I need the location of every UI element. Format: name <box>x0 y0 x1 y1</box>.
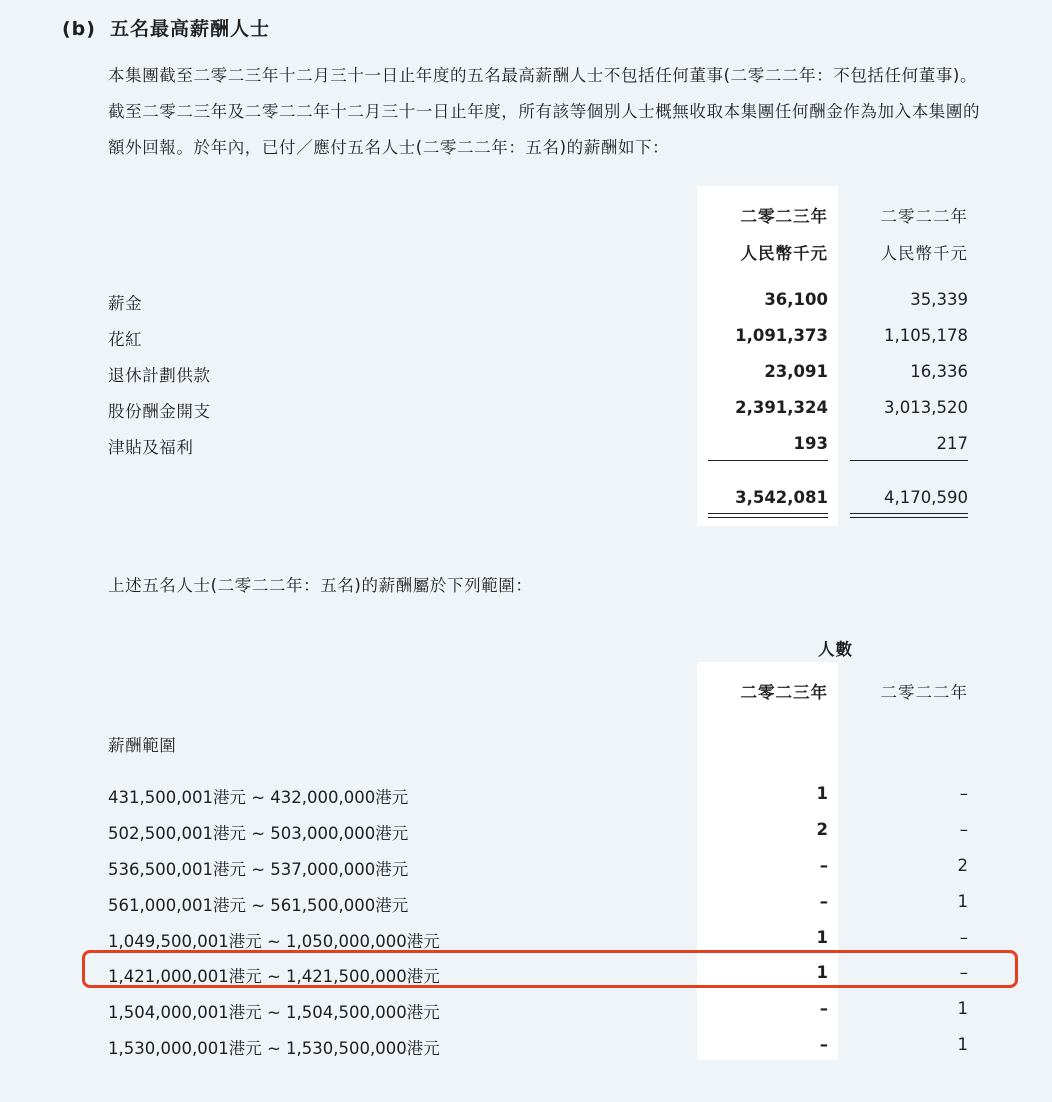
intro-paragraph: 本集團截至二零二三年十二月三十一日止年度的五名最高薪酬人士不包括任何董事(二零二二年：不包括任何董事)。截至二零二三年及二零二二年十二月三十一日止年度，所有該等個別人士概無收取本集團任何酬金作為加入本集團的額外回報。於年內，已付／應付五名人士(二零二二年：五名)的薪酬如下： <box>108 66 981 157</box>
t1-header-2022-unit: 人民幣千元 <box>880 244 968 263</box>
t1-total-double-rule-2022 <box>850 513 968 518</box>
t2-range: 431,500,001港元 ~ 432,000,000港元 <box>108 788 409 807</box>
t1-row-2022: 35,339 <box>910 290 968 309</box>
t2-count-2023: 1 <box>816 963 828 982</box>
t1-row-2023: 2,391,324 <box>735 398 828 417</box>
section-heading <box>62 14 270 41</box>
t1-total-2023: 3,542,081 <box>735 488 828 507</box>
t2-count-2022: – <box>959 820 968 839</box>
t2-count-2022: – <box>959 928 968 947</box>
t2-range: 1,049,500,001港元 ~ 1,050,000,000港元 <box>108 932 440 951</box>
t1-row-2023: 23,091 <box>764 362 828 381</box>
t2-count-2023: – <box>819 856 828 875</box>
t2-range: 1,504,000,001港元 ~ 1,504,500,000港元 <box>108 1003 440 1022</box>
t1-row-2022: 217 <box>936 434 968 453</box>
section-label: (b) <box>62 18 96 40</box>
t2-count-2023: 1 <box>816 928 828 947</box>
t2-count-2023: 1 <box>816 784 828 803</box>
t2-range: 1,421,000,001港元 ~ 1,421,500,000港元 <box>108 967 440 986</box>
t1-row-label: 花紅 <box>108 330 143 349</box>
t1-header-2022-year: 二零二二年 <box>880 207 968 226</box>
highlight-annotation-box <box>82 950 1018 988</box>
t2-count-2022: – <box>959 963 968 982</box>
t1-row-2022: 3,013,520 <box>884 398 968 417</box>
t2-group-header: 人數 <box>818 640 853 659</box>
t2-count-2023: – <box>819 999 828 1018</box>
t1-row-2023: 193 <box>793 434 828 453</box>
t2-count-2022: 1 <box>957 1035 968 1054</box>
t1-row-label: 薪金 <box>108 294 143 313</box>
range-intro: 上述五名人士(二零二二年：五名)的薪酬屬於下列範圍： <box>108 576 533 595</box>
t1-row-label: 退休計劃供款 <box>108 366 211 385</box>
t1-row-label: 津貼及福利 <box>108 438 194 457</box>
t2-count-2022: – <box>959 784 968 803</box>
t2-count-2022: 1 <box>957 999 968 1018</box>
t1-total-2022: 4,170,590 <box>884 488 968 507</box>
t2-count-2022: 2 <box>957 856 968 875</box>
t2-range: 1,530,000,001港元 ~ 1,530,500,000港元 <box>108 1039 440 1058</box>
t2-count-2023: 2 <box>816 820 828 839</box>
t2-count-2022: 1 <box>957 892 968 911</box>
t2-count-2023: – <box>819 892 828 911</box>
t2-header-2023: 二零二三年 <box>740 683 828 702</box>
t1-total-double-rule-2023 <box>708 513 828 518</box>
section-title: 五名最高薪酬人士 <box>109 18 270 40</box>
t1-row-2023: 1,091,373 <box>735 326 828 345</box>
t1-row-label: 股份酬金開支 <box>108 402 211 421</box>
t1-subtotal-rule-2023 <box>708 460 828 461</box>
t1-row-2023: 36,100 <box>764 290 828 309</box>
t1-header-2023-unit: 人民幣千元 <box>740 244 828 263</box>
t2-header-2022: 二零二二年 <box>880 683 968 702</box>
t2-range: 561,000,001港元 ~ 561,500,000港元 <box>108 896 409 915</box>
t2-range: 502,500,001港元 ~ 503,000,000港元 <box>108 824 409 843</box>
t2-range: 536,500,001港元 ~ 537,000,000港元 <box>108 860 409 879</box>
t1-header-2023-year: 二零二三年 <box>740 207 828 226</box>
t1-row-2022: 1,105,178 <box>884 326 968 345</box>
table1-2023-column-highlight <box>697 186 838 526</box>
t1-subtotal-rule-2022 <box>850 460 968 461</box>
t2-count-2023: – <box>819 1035 828 1054</box>
t2-section-label: 薪酬範圍 <box>108 736 177 755</box>
t1-row-2022: 16,336 <box>910 362 968 381</box>
